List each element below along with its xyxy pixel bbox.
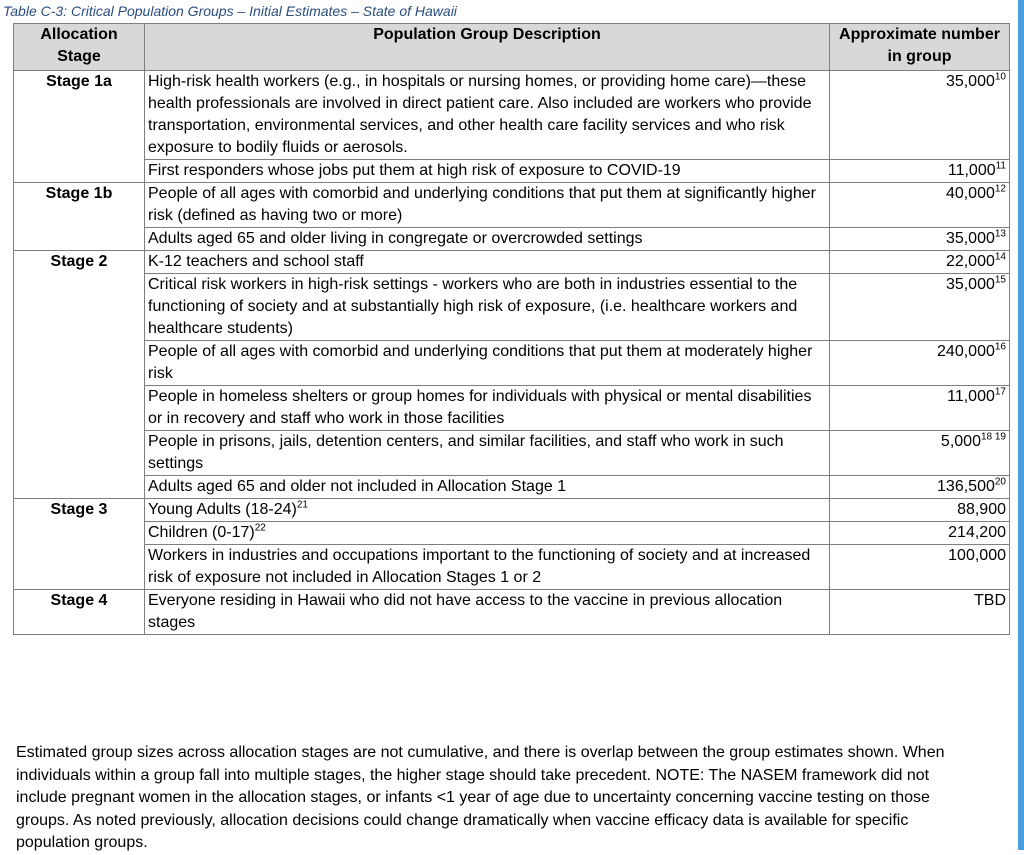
description-cell <box>145 522 830 545</box>
number-value: 22,000 <box>945 253 995 270</box>
number-cell <box>830 386 1010 431</box>
table-row <box>14 545 1010 590</box>
number-value: 35,000 <box>945 73 995 90</box>
number-cell <box>830 590 1010 635</box>
description-cell <box>145 274 830 341</box>
table-row <box>14 590 1010 635</box>
header-number-line1: Approximate number <box>839 26 1000 43</box>
number-cell <box>830 341 1010 386</box>
description-text: High-risk health workers (e.g., in hospitals or nursing homes, or providing home care)—these health professionals are involved in direct patient care. Also included are workers who provide transportation, environmental services, and other health care facility services and who risk exposure to bodily fluids or aerosols. <box>148 73 812 156</box>
header-description-text: Population Group Description <box>373 26 601 43</box>
description-text: Children (0-17) <box>148 524 255 541</box>
stage-cell: Stage 1b <box>14 183 145 251</box>
number-cell <box>830 522 1010 545</box>
table-row <box>14 160 1010 183</box>
description-text: People of all ages with comorbid and underlying conditions that put them at moderately higher risk <box>148 343 813 382</box>
number-cell <box>830 274 1010 341</box>
description-cell <box>145 160 830 183</box>
table-row <box>14 476 1010 499</box>
table-header-row <box>14 24 1010 71</box>
table-row <box>14 71 1010 160</box>
number-value: 214,200 <box>948 524 1006 541</box>
stage-cell: Stage 4 <box>14 590 145 635</box>
number-value: 240,000 <box>937 343 995 360</box>
table-row <box>14 431 1010 476</box>
number-value: 35,000 <box>945 230 995 247</box>
description-cell <box>145 476 830 499</box>
number-cell <box>830 228 1010 251</box>
number-cell <box>830 251 1010 274</box>
page-edge-bar <box>1018 0 1024 850</box>
table-row <box>14 251 1010 274</box>
header-description <box>145 24 830 71</box>
description-text: Young Adults (18-24) <box>148 501 297 518</box>
footnote-ref: 22 <box>254 522 266 534</box>
stage-cell: Stage 2 <box>14 251 145 499</box>
description-cell <box>145 251 830 274</box>
footnote-ref: 14 <box>994 251 1006 263</box>
number-value: 100,000 <box>948 547 1006 564</box>
header-allocation-stage <box>14 24 145 71</box>
header-number-line2: in group <box>887 48 952 65</box>
table-caption: Table C-3: Critical Population Groups – Initial Estimates – State of Hawaii <box>3 3 457 19</box>
description-text: People in homeless shelters or group homes for individuals with physical or mental disabilities or in recovery and staff who work in those facilities <box>148 388 812 427</box>
table-row <box>14 522 1010 545</box>
table-row <box>14 274 1010 341</box>
number-value: 5,000 <box>940 433 981 450</box>
footnote-ref: 10 <box>994 71 1006 83</box>
number-cell <box>830 499 1010 522</box>
number-value: 11,000 <box>947 162 996 179</box>
table-row <box>14 499 1010 522</box>
table-row <box>14 228 1010 251</box>
description-cell <box>145 183 830 228</box>
number-cell <box>830 476 1010 499</box>
description-text: Adults aged 65 and older not included in Allocation Stage 1 <box>148 478 567 495</box>
number-value: 35,000 <box>945 276 995 293</box>
description-text: K-12 teachers and school staff <box>148 253 364 270</box>
footnote-ref: 15 <box>994 274 1006 286</box>
description-cell <box>145 431 830 476</box>
number-value: TBD <box>974 592 1006 609</box>
description-cell <box>145 499 830 522</box>
header-approx-number <box>830 24 1010 71</box>
footnote-ref: 18 19 <box>980 431 1006 443</box>
description-text: Workers in industries and occupations important to the functioning of society and at increased risk of exposure not included in Allocation Stages 1 or 2 <box>148 547 811 586</box>
population-groups-table <box>13 23 1010 635</box>
stage-cell: Stage 1a <box>14 71 145 183</box>
footnote-ref: 17 <box>994 386 1006 398</box>
number-value: 11,000 <box>947 388 995 405</box>
number-value: 40,000 <box>945 185 995 202</box>
description-cell <box>145 545 830 590</box>
footnote-ref: 12 <box>994 183 1006 195</box>
number-value: 88,900 <box>957 501 1006 518</box>
number-value: 136,500 <box>937 478 995 495</box>
footnote-ref: 21 <box>296 499 308 511</box>
footer-note: Estimated group sizes across allocation stages are not cumulative, and there is overlap between the group estimates shown. When individuals within a group fall into multiple stages, the higher stage should take precedent. NOTE: The NASEM framework did not include pregnant women in the allocation stages, or infants <1 year of age due to uncertainty concerning vaccine testing on those groups. As noted previously, allocation decisions could change dramatically when vaccine efficacy data is available for specific population groups. <box>16 744 945 851</box>
number-cell <box>830 160 1010 183</box>
number-cell <box>830 71 1010 160</box>
footnote-ref: 13 <box>994 228 1006 240</box>
description-cell <box>145 341 830 386</box>
footnote-ref: 20 <box>994 476 1006 488</box>
number-cell <box>830 431 1010 476</box>
description-text: Adults aged 65 and older living in congregate or overcrowded settings <box>148 230 643 247</box>
number-cell <box>830 545 1010 590</box>
description-text: Critical risk workers in high-risk settings - workers who are both in industries essential to the functioning of society and at substantially high risk of exposure, (i.e. healthcare workers and healthcare students) <box>148 276 798 337</box>
description-cell <box>145 590 830 635</box>
description-text: First responders whose jobs put them at high risk of exposure to COVID-19 <box>148 162 681 179</box>
table-row <box>14 386 1010 431</box>
table-row <box>14 341 1010 386</box>
number-cell <box>830 183 1010 228</box>
header-stage-line2: Stage <box>57 48 101 65</box>
header-stage-line1: Allocation <box>40 26 118 43</box>
description-cell <box>145 228 830 251</box>
description-text: People of all ages with comorbid and underlying conditions that put them at significantly higher risk (defined as having two or more) <box>148 185 816 224</box>
footnote-ref: 11 <box>995 160 1006 172</box>
description-cell <box>145 71 830 160</box>
table-row <box>14 183 1010 228</box>
description-cell <box>145 386 830 431</box>
description-text: People in prisons, jails, detention centers, and similar facilities, and staff who work in such settings <box>148 433 784 472</box>
footnote-ref: 16 <box>994 341 1006 353</box>
description-text: Everyone residing in Hawaii who did not have access to the vaccine in previous allocation stages <box>148 592 783 631</box>
stage-cell: Stage 3 <box>14 499 145 590</box>
